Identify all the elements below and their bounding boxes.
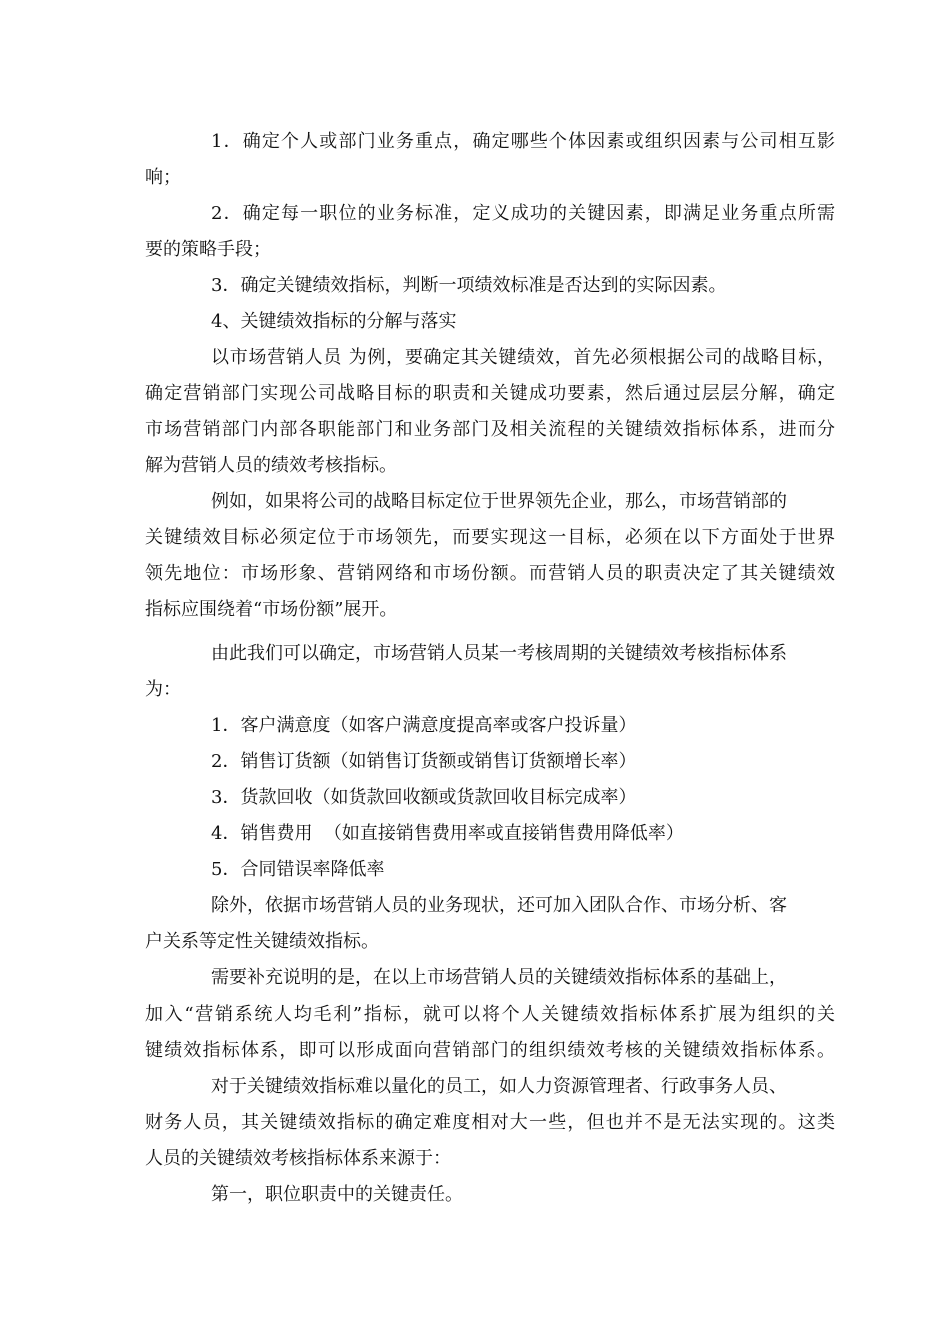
text-line: 为：	[145, 679, 181, 700]
section-heading: 4、关键绩效指标的分解与落实	[211, 311, 457, 332]
list-item: 2．销售订货额（如销售订货额或销售订货额增长率）	[211, 751, 637, 772]
text-line: 1．确定个人或部门业务重点，确定哪些个体因素或组织因素与公司相互影	[211, 131, 835, 152]
text-line: 指标应围绕着“市场份额”展开。	[145, 599, 398, 620]
list-item: 3．货款回收（如货款回收额或货款回收目标完成率）	[211, 787, 637, 808]
list-item: 1．客户满意度（如客户满意度提高率或客户投诉量）	[211, 715, 637, 736]
list-item: 4．销售费用 （如直接销售费用率或直接销售费用降低率）	[211, 823, 684, 844]
text-line: 人员的关键绩效考核指标体系来源于：	[145, 1148, 451, 1169]
text-line: 财务人员，其关键绩效指标的确定难度相对大一些，但也并不是无法实现的。这类	[145, 1112, 835, 1133]
text-line: 2．确定每一职位的业务标准，定义成功的关键因素，即满足业务重点所需	[211, 203, 835, 224]
text-line: 关键绩效目标必须定位于市场领先，而要实现这一目标，必须在以下方面处于世界	[145, 527, 835, 548]
text-line: 户关系等定性关键绩效指标。	[145, 931, 379, 952]
text-line: 需要补充说明的是，在以上市场营销人员的关键绩效指标体系的基础上，	[211, 967, 787, 988]
text-line: 由此我们可以确定，市场营销人员某一考核周期的关键绩效考核指标体系	[211, 643, 787, 664]
text-line: 响；	[145, 167, 181, 188]
text-line: 除外，依据市场营销人员的业务现状，还可加入团队合作、市场分析、客	[211, 895, 787, 916]
text-line: 3．确定关键绩效指标，判断一项绩效标准是否达到的实际因素。	[211, 275, 727, 296]
text-line: 键绩效指标体系，即可以形成面向营销部门的组织绩效考核的关键绩效指标体系。	[145, 1040, 835, 1061]
text-line: 市场营销部门内部各职能部门和业务部门及相关流程的关键绩效指标体系，进而分	[145, 419, 835, 440]
text-line: 解为营销人员的绩效考核指标。	[145, 455, 397, 476]
text-line: 例如，如果将公司的战略目标定位于世界领先企业，那么，市场营销部的	[211, 491, 787, 512]
text-line: 以市场营销人员 为例，要确定其关键绩效，首先必须根据公司的战略目标，	[211, 347, 835, 368]
list-item: 5．合同错误率降低率	[211, 859, 385, 880]
text-line: 加入“营销系统人均毛利”指标，就可以将个人关键绩效指标体系扩展为组织的关	[145, 1004, 835, 1025]
text-line: 确定营销部门实现公司战略目标的职责和关键成功要素，然后通过层层分解，确定	[145, 383, 835, 404]
text-line: 要的策略手段；	[145, 239, 271, 260]
text-line: 领先地位：市场形象、营销网络和市场份额。而营销人员的职责决定了其关键绩效	[145, 563, 835, 584]
text-line: 对于关键绩效指标难以量化的员工，如人力资源管理者、行政事务人员、	[211, 1076, 787, 1097]
text-line: 第一，职位职责中的关键责任。	[211, 1184, 463, 1205]
